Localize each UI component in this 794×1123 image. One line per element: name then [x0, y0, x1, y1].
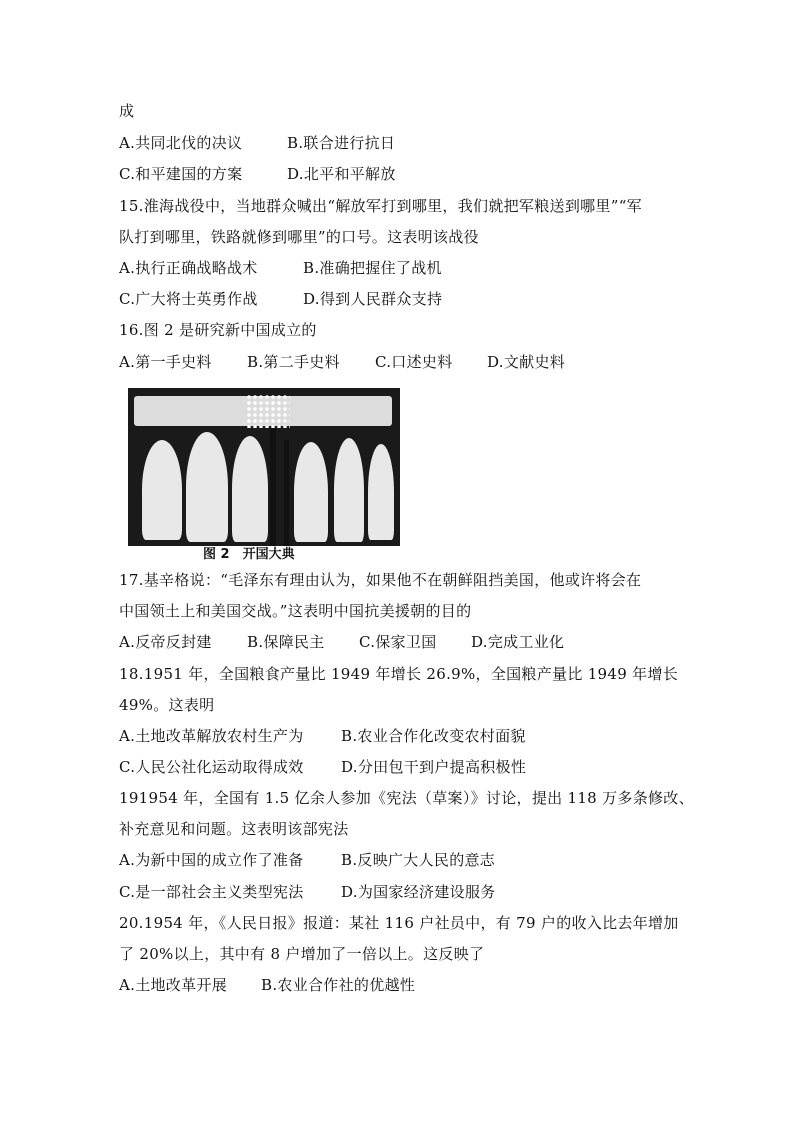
q19-stem-2: 补充意见和问题。这表明该部宪法: [119, 820, 349, 838]
q20-stem: 20.1954 年，《人民日报》报道：某社 116 户社员中，有 79 户的收入比去年增加: [119, 914, 679, 932]
option-d: D.得到人民群众支持: [303, 290, 443, 308]
option-a: A.土地改革开展: [119, 976, 228, 994]
q18-options: [119, 726, 526, 746]
q17-stem-2: 中国领土上和美国交战。”这表明中国抗美援朝的目的: [119, 602, 472, 620]
q14-options-2: [119, 164, 396, 184]
q17-options: [119, 632, 564, 652]
option-b: B.农业合作社的优越性: [261, 976, 416, 994]
option-c: C.保家卫国: [359, 633, 437, 651]
option-d: D.文献史料: [487, 353, 566, 371]
option-a: A.共同北伐的决议: [119, 134, 243, 152]
option-b: B.反映广大人民的意志: [341, 851, 496, 869]
option-b: B.农业合作化改变农村面貌: [341, 727, 526, 745]
text-line: 成: [119, 102, 135, 120]
q15-stem-2: 队打到哪里，铁路就修到哪里”的口号。这表明该战役: [119, 228, 479, 246]
option-d: D.分田包干到户提高积极性: [341, 758, 527, 776]
founding-ceremony-photo: [128, 388, 400, 546]
option-c: C.人民公社化运动取得成效: [119, 758, 304, 776]
q15-stem: 15.淮海战役中，当地群众喊出“解放军打到哪里，我们就把军粮送到哪里”“军: [119, 197, 642, 215]
figure-caption: 图 2 开国大典: [121, 546, 381, 564]
q19-stem: 191954 年，全国有 1.5 亿余人参加《宪法（草案）》讨论，提出 118 万多条修改、: [119, 789, 694, 807]
q18-stem-2: 49%。这表明: [119, 696, 215, 714]
q20-stem-2: 了 20%以上，其中有 8 户增加了一倍以上。这反映了: [119, 945, 485, 963]
q18-stem: 18.1951 年，全国粮食产量比 1949 年增长 26.9%，全国粮产量比 1949 年增长: [119, 665, 679, 683]
q19-options-2: [119, 882, 496, 902]
q17-stem: 17.基辛格说：“毛泽东有理由认为，如果他不在朝鲜阻挡美国，他或许将会在: [119, 571, 642, 589]
option-a: A.执行正确战略战术: [119, 259, 258, 277]
q15-options-2: [119, 289, 442, 309]
q19-options: [119, 850, 495, 870]
q14-options: [119, 133, 395, 153]
option-b: B.准确把握住了战机: [303, 259, 442, 277]
option-c: C.是一部社会主义类型宪法: [119, 883, 304, 901]
q20-options: [119, 975, 415, 995]
option-a: A.土地改革解放农村生产为: [119, 727, 304, 745]
option-b: B.保障民主: [247, 633, 325, 651]
option-c: C.广大将士英勇作战: [119, 290, 258, 308]
option-d: D.北平和平解放: [287, 165, 396, 183]
option-c: C.和平建国的方案: [119, 165, 243, 183]
q16-stem: 16.图 2 是研究新中国成立的: [119, 321, 317, 339]
q15-options: [119, 258, 442, 278]
option-a: A.第一手史料: [119, 353, 212, 371]
option-b: B.第二手史料: [247, 353, 340, 371]
option-c: C.口述史料: [375, 353, 453, 371]
option-a: A.为新中国的成立作了准备: [119, 851, 304, 869]
option-a: A.反帝反封建: [119, 633, 212, 651]
option-d: D.为国家经济建设服务: [341, 883, 496, 901]
q16-options: [119, 352, 565, 372]
q18-options-2: [119, 757, 526, 777]
option-d: D.完成工业化: [471, 633, 565, 651]
option-b: B.联合进行抗日: [287, 134, 396, 152]
